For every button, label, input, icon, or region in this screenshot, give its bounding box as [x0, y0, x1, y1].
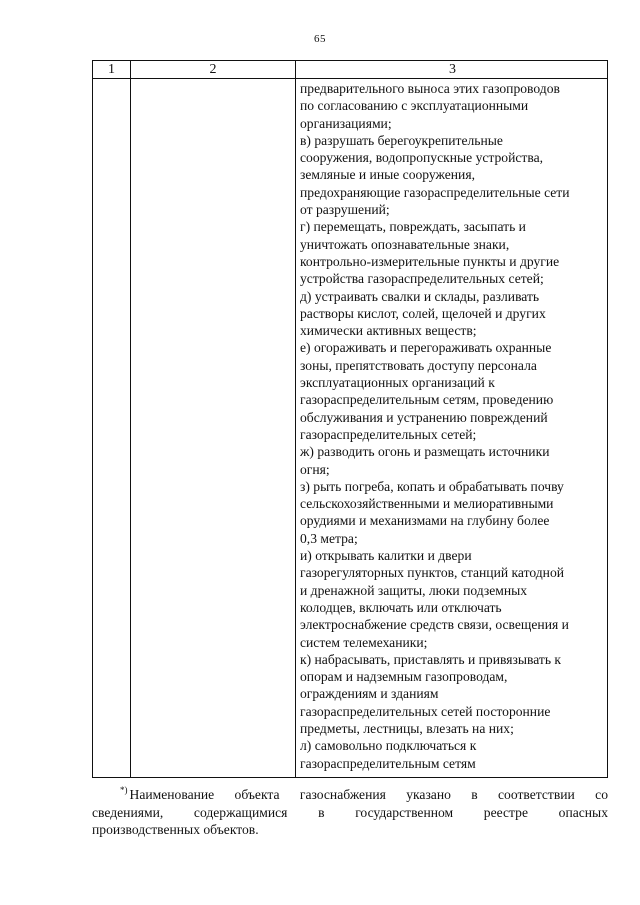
text-line: сооружения, водопропускные устройства,	[300, 150, 544, 166]
text-line: з) рыть погреба, копать и обрабатывать почву	[300, 478, 564, 494]
text-line: газораспределительным сетям, проведению	[300, 392, 554, 408]
footnote-line-1	[92, 786, 608, 804]
footnote-line-3: производственных объектов.	[92, 822, 259, 837]
text-line: предметы, лестницы, влезать на них;	[300, 720, 514, 736]
text-line: д) устраивать свалки и склады, разливать	[300, 288, 540, 304]
text-line: земляные и иные сооружения,	[300, 167, 475, 183]
text-line: организациями;	[300, 115, 392, 131]
footnote-text-1: Наименование объекта газоснабжения указано в соответствии со	[129, 787, 608, 802]
text-line: электроснабжение средств связи, освещения и	[300, 617, 569, 633]
text-line: ж) разводить огонь и размещать источники	[300, 444, 550, 460]
text-line: газорегуляторных пунктов, станций катодной	[300, 565, 565, 581]
regulation-table	[92, 60, 608, 778]
text-line: и) открывать калитки и двери	[300, 548, 472, 564]
header-column-1: 1	[108, 62, 115, 77]
text-line: предохраняющие газораспределительные сети	[300, 184, 570, 200]
header-column-2: 2	[209, 62, 217, 77]
text-line: эксплуатационных организаций к	[300, 375, 495, 391]
text-line: зоны, препятствовать доступу персонала	[300, 357, 537, 373]
text-line: химически активных веществ;	[300, 323, 477, 339]
text-line: ограждениям и зданиям	[300, 686, 439, 702]
text-line: к) набрасывать, приставлять и привязывать к	[300, 651, 562, 667]
text-line: систем телемеханики;	[300, 634, 428, 650]
text-line: растворы кислот, солей, щелочей и других	[300, 305, 546, 321]
footnote	[92, 786, 608, 839]
text-line: в) разрушать берегоукрепительные	[300, 132, 503, 148]
text-line: по согласованию с эксплуатационными	[300, 98, 529, 114]
text-line: е) огораживать и перегораживать охранные	[300, 340, 552, 356]
text-line: контрольно-измерительные пункты и другие	[300, 253, 560, 269]
text-line: огня;	[300, 461, 330, 477]
text-line: газораспределительных сетей посторонние	[300, 703, 551, 719]
column-3-text	[300, 80, 606, 772]
footnote-marker: *)	[120, 785, 128, 796]
text-line: орудиями и механизмами на глубину более	[300, 513, 550, 529]
column-divider	[130, 61, 131, 777]
column-divider	[295, 61, 296, 777]
text-line: колодцев, включать или отключать	[300, 599, 502, 615]
text-line: от разрушений;	[300, 202, 390, 218]
text-line: газораспределительным сетям	[300, 755, 476, 771]
text-line: сельскохозяйственными и мелиоративными	[300, 496, 554, 512]
header-column-3: 3	[449, 62, 456, 77]
text-line: устройства газораспределительных сетей;	[300, 271, 544, 287]
text-line: обслуживания и устранению повреждений	[300, 409, 548, 425]
text-line: газораспределительных сетей;	[300, 426, 477, 442]
page-number: 65	[314, 33, 326, 45]
text-line: л) самовольно подключаться к	[300, 738, 477, 754]
footnote-line-2: сведениями, содержащимися в государственном реестре опасных	[92, 804, 608, 820]
text-line: г) перемещать, повреждать, засыпать и	[300, 219, 526, 235]
text-line: предварительного выноса этих газопроводов	[300, 81, 560, 96]
header-divider	[93, 78, 607, 79]
text-line: уничтожать опознавательные знаки,	[300, 236, 510, 252]
text-line: и дренажной защиты, люки подземных	[300, 582, 528, 598]
text-line: опорам и надземным газопроводам,	[300, 669, 508, 685]
text-line: 0,3 метра;	[300, 530, 358, 546]
